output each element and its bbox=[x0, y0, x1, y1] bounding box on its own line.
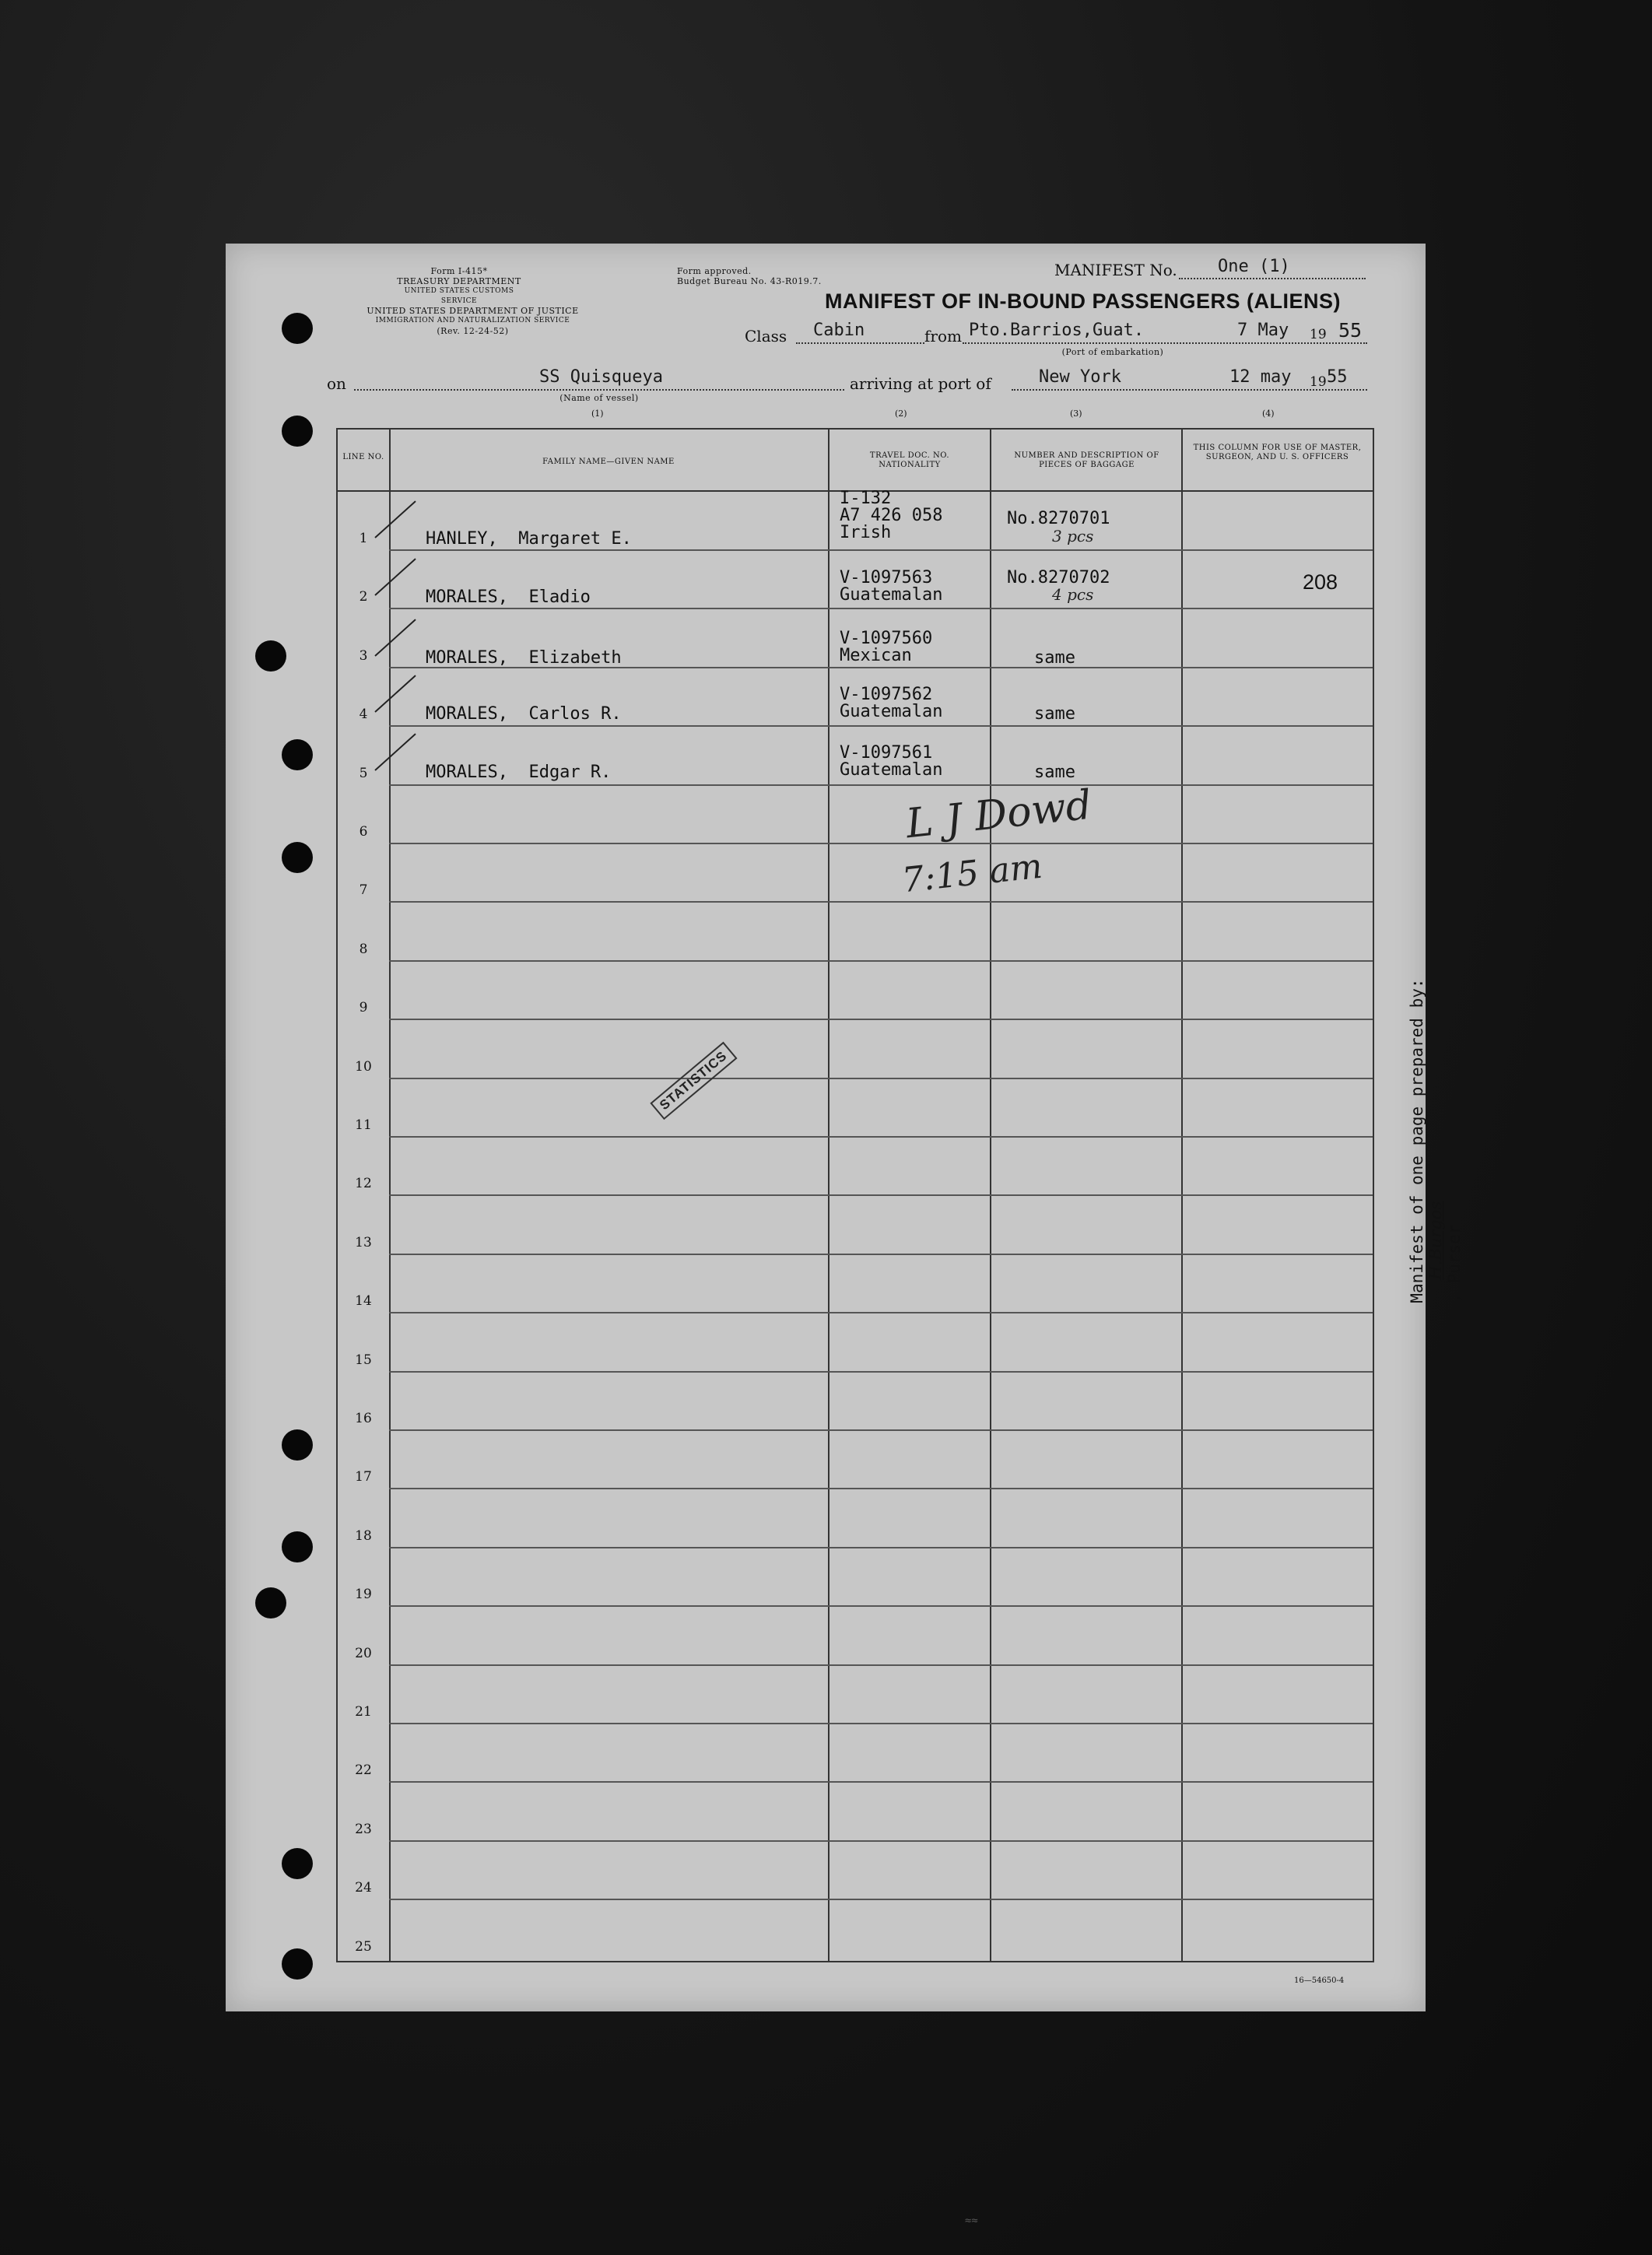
header-travel-doc: TRAVEL DOC. NO. NATIONALITY bbox=[869, 451, 950, 469]
class-value: Cabin bbox=[813, 321, 865, 340]
line-number: 8 bbox=[359, 941, 368, 957]
punch-hole bbox=[282, 1948, 313, 1980]
punch-hole bbox=[282, 1531, 313, 1562]
travel-doc: V-1097562 Guatemalan bbox=[840, 685, 943, 721]
justice-dept: UNITED STATES DEPARTMENT OF JUSTICE bbox=[367, 306, 579, 316]
row-divider bbox=[389, 725, 1373, 727]
line-number: 7 bbox=[359, 882, 368, 899]
line-number: 20 bbox=[355, 1645, 372, 1661]
arrival-year: 55 bbox=[1327, 367, 1348, 387]
passenger-name: MORALES, Edgar R. bbox=[426, 763, 612, 782]
row-divider bbox=[389, 1664, 1373, 1666]
treasury-dept: TREASURY DEPARTMENT bbox=[397, 276, 521, 286]
vessel-underline bbox=[354, 389, 844, 391]
check-mark bbox=[374, 619, 416, 656]
row-divider bbox=[389, 960, 1373, 962]
line-number: 4 bbox=[359, 707, 368, 723]
row-divider bbox=[389, 1781, 1373, 1783]
class-label: Class bbox=[745, 327, 787, 345]
punch-hole bbox=[282, 739, 313, 770]
line-number: 14 bbox=[355, 1293, 372, 1310]
row-divider bbox=[389, 549, 1373, 551]
row-divider bbox=[389, 1194, 1373, 1196]
line-number: 11 bbox=[355, 1117, 372, 1133]
passenger-name: HANLEY, Margaret E. bbox=[426, 529, 632, 549]
arrival-underline bbox=[1012, 389, 1367, 391]
row-divider bbox=[389, 1488, 1373, 1489]
row-divider bbox=[389, 608, 1373, 609]
punch-hole bbox=[255, 640, 286, 672]
page-title: MANIFEST OF IN-BOUND PASSENGERS (ALIENS) bbox=[825, 289, 1342, 313]
manifest-no: One (1) bbox=[1218, 257, 1290, 276]
departure-year-prefix: 19 bbox=[1310, 327, 1327, 342]
preparer-note bbox=[1389, 978, 1464, 1323]
preparer-label: Manifest of one page prepared by: bbox=[1408, 978, 1426, 1303]
line-number: 2 bbox=[359, 589, 368, 605]
line-number: 18 bbox=[355, 1527, 372, 1544]
purser-signature: H.Burgos bbox=[1426, 1201, 1445, 1280]
column-number: (2) bbox=[895, 409, 907, 419]
line-number: 3 bbox=[359, 647, 368, 664]
manifest-no-underline bbox=[1179, 278, 1366, 279]
budget-bureau: Budget Bureau No. 43-R019.7. bbox=[677, 276, 822, 286]
print-code: 16—54650-4 bbox=[1294, 1976, 1345, 1985]
on-label: on bbox=[327, 374, 346, 393]
baggage-note: 4 pcs bbox=[1052, 585, 1094, 604]
row-divider bbox=[389, 843, 1373, 844]
column-number: (1) bbox=[591, 409, 604, 419]
row-divider bbox=[389, 1078, 1373, 1079]
line-number: 5 bbox=[359, 765, 368, 781]
row-divider bbox=[389, 901, 1373, 903]
line-number: 10 bbox=[355, 1058, 372, 1075]
baggage: same bbox=[1034, 763, 1075, 782]
justice-identifier bbox=[323, 306, 623, 336]
baggage: No.8270702 bbox=[1007, 568, 1110, 587]
from-underline bbox=[963, 342, 1367, 344]
row-divider bbox=[389, 1429, 1373, 1431]
officer-entry: 208 bbox=[1303, 570, 1338, 594]
row-divider bbox=[389, 1723, 1373, 1724]
passenger-name: MORALES, Eladio bbox=[426, 587, 591, 607]
vessel-caption: (Name of vessel) bbox=[559, 393, 639, 403]
baggage: No.8270701 bbox=[1007, 509, 1110, 528]
vessel-name: SS Quisqueya bbox=[539, 367, 663, 387]
baggage: same bbox=[1034, 648, 1075, 668]
baggage-note: 3 pcs bbox=[1052, 527, 1094, 545]
row-divider bbox=[389, 1605, 1373, 1607]
line-number: 16 bbox=[355, 1411, 372, 1426]
line-number: 22 bbox=[355, 1762, 372, 1779]
departure-year: 55 bbox=[1338, 319, 1363, 342]
passenger-name: MORALES, Elizabeth bbox=[426, 648, 622, 668]
departure-date: 7 May bbox=[1237, 321, 1289, 340]
purser-label: , Purser bbox=[1445, 1224, 1464, 1303]
passenger-table bbox=[336, 428, 1374, 1962]
port-caption: (Port of embarkation) bbox=[1061, 347, 1164, 357]
approval-note bbox=[677, 266, 864, 286]
class-underline bbox=[796, 342, 924, 344]
row-divider bbox=[389, 1547, 1373, 1548]
line-number: 23 bbox=[355, 1821, 372, 1837]
line-number: 6 bbox=[359, 824, 368, 840]
header-officers: THIS COLUMN FOR USE OF MASTER, SURGEON, AND U. S. OFFICERS bbox=[1193, 444, 1362, 461]
arriving-label: arriving at port of bbox=[850, 374, 991, 393]
travel-doc: V-1097560 Mexican bbox=[840, 629, 933, 665]
time-note: 7:15 am bbox=[900, 846, 1044, 901]
punch-hole bbox=[282, 416, 313, 447]
statistics-stamp: STATISTICS bbox=[650, 1042, 737, 1120]
line-number: 12 bbox=[355, 1176, 372, 1192]
travel-doc: V-1097561 Guatemalan bbox=[840, 743, 943, 780]
line-number: 9 bbox=[359, 1000, 368, 1016]
travel-doc: I-132 A7 426 058 Irish bbox=[840, 489, 943, 542]
row-divider bbox=[389, 1019, 1373, 1020]
column-number: (4) bbox=[1262, 409, 1275, 419]
row-divider bbox=[389, 1899, 1373, 1900]
row-divider bbox=[389, 1312, 1373, 1313]
row-divider bbox=[389, 1840, 1373, 1842]
scan-mark: ≈≈ bbox=[965, 2215, 978, 2227]
line-number: 17 bbox=[355, 1469, 372, 1485]
line-number: 24 bbox=[355, 1880, 372, 1896]
check-mark bbox=[374, 733, 416, 770]
row-divider bbox=[389, 1254, 1373, 1255]
manifest-no-label: MANIFEST No. bbox=[1054, 261, 1177, 279]
header-line-no: LINE NO. bbox=[342, 453, 384, 461]
ins-service: IMMIGRATION AND NATURALIZATION SERVICE bbox=[375, 317, 570, 324]
line-number: 15 bbox=[355, 1352, 372, 1368]
arrival-date: 12 may bbox=[1229, 367, 1292, 387]
inspector-signature: L J Dowd bbox=[903, 781, 1094, 848]
punch-hole bbox=[282, 842, 313, 873]
check-mark bbox=[374, 675, 416, 712]
punch-hole bbox=[282, 1848, 313, 1879]
from-label: from bbox=[924, 327, 962, 345]
form-identifier bbox=[389, 266, 529, 307]
header-name: FAMILY NAME—GIVEN NAME bbox=[542, 458, 675, 466]
row-divider bbox=[389, 1371, 1373, 1373]
line-number: 1 bbox=[359, 531, 368, 546]
arrival-year-prefix: 19 bbox=[1310, 374, 1327, 390]
punch-hole bbox=[282, 1429, 313, 1461]
travel-doc: V-1097563 Guatemalan bbox=[840, 568, 943, 605]
port-of-embarkation: Pto.Barrios,Guat. bbox=[969, 321, 1145, 340]
passenger-name: MORALES, Carlos R. bbox=[426, 704, 622, 724]
punch-hole bbox=[282, 313, 313, 344]
line-number: 19 bbox=[355, 1587, 372, 1603]
check-mark bbox=[374, 500, 416, 538]
customs-service: UNITED STATES CUSTOMS SERVICE bbox=[404, 287, 514, 305]
baggage: same bbox=[1034, 704, 1075, 724]
column-number: (3) bbox=[1070, 409, 1082, 419]
form-approved: Form approved. bbox=[677, 266, 752, 276]
row-divider bbox=[389, 1136, 1373, 1138]
arrival-port: New York bbox=[1039, 367, 1121, 387]
check-mark bbox=[374, 558, 416, 595]
header-baggage: NUMBER AND DESCRIPTION OF PIECES OF BAGGAGE bbox=[1014, 451, 1159, 469]
line-number: 21 bbox=[355, 1704, 372, 1720]
punch-hole bbox=[255, 1587, 286, 1618]
form-number: Form I-415* bbox=[430, 266, 488, 276]
revision-date: (Rev. 12-24-52) bbox=[437, 326, 509, 336]
line-number: 13 bbox=[355, 1234, 372, 1250]
line-number: 25 bbox=[355, 1938, 372, 1955]
row-divider bbox=[389, 784, 1373, 786]
